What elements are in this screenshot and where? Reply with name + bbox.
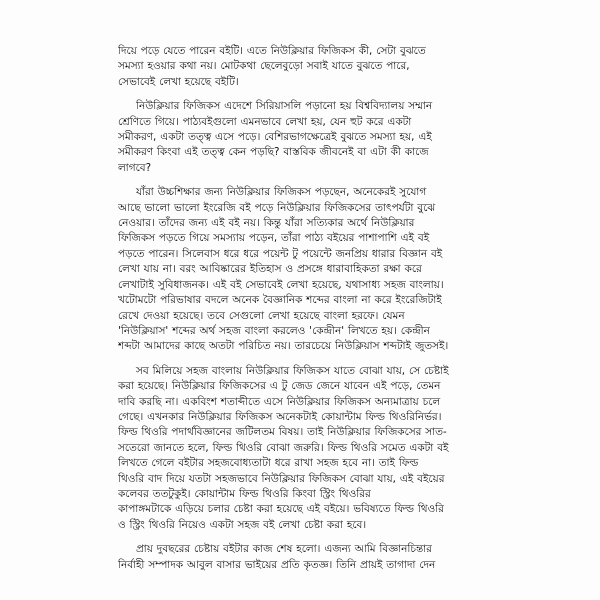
paragraph-1	[118, 44, 490, 90]
text-line: কলেবর ততটুকুই। কোয়ান্টাম ফিল্ড থিওরি কিংবা স্ট্রিং থিওরির	[118, 487, 371, 500]
text-line: সেভাবেই লেখা হয়েছে বইটি।	[118, 75, 239, 88]
text-line: নেওয়ার। তাঁদের জন্য এই বই নয়। কিন্তু যাঁরা সত্যিকার অর্থে নিউক্লিয়ার	[118, 217, 415, 230]
text-line: সমীকরণ, একটা তত্ত্ব এসে পড়ে। বেশিরভাগক্ষেত্রেই বুঝতে সমস্যা হয়, এই	[118, 131, 432, 144]
text-line: লেখা যায় না। বরং আবিষ্কারের ইতিহাস ও প্রসঙ্গে ধারাবাহিকতা রক্ষা করে	[118, 263, 422, 276]
text-line: পড়তে পারেন। সিলেবাস ধরে ধরে পয়েন্ট টু পয়েন্টে জনপ্রিয় ধারার বিজ্ঞান বই	[118, 247, 443, 260]
text-line: লাগবে?	[118, 161, 152, 174]
paragraph-5	[118, 542, 490, 573]
text-line: করা হয়েছে। নিউক্লিয়ার ফিজিকসের এ টু জেড জেনে যাবেন এই পড়ে, তেমন	[118, 380, 441, 393]
text-line: প্রায় দুবছরের চেষ্টায় বইটার কাজ শেষ হলো। এজন্য আমি বিজ্ঞানচিন্তার	[136, 543, 432, 556]
text-line: সতেরো জানতে হলে, ফিল্ড থিওরি বোঝা জরুরি। ফিল্ড থিওরি সমেত একটা বই	[118, 441, 449, 454]
text-line: দাবি করছি না। একবিংশ শতাব্দীতে এসে নিউক্লিয়ার ফিজিকস অন্যমাত্রায় চলে	[118, 395, 441, 408]
text-line: আছে ভালো ভালো ইংরেজি বই পড়ে নিউক্লিয়ার ফিজিকসের তাৎপর্যটা বুঝে	[118, 201, 436, 214]
text-line: ফিল্ড থিওরি পদার্থবিজ্ঞানের জটিলতম বিষয়। তাই নিউক্লিয়ার ফিজিকসের সাত-	[118, 426, 447, 439]
text-line: লেখাটাই সুবিধাজনক। এই বই সেভাবেই লেখা হয়েছে, যথাসাধ্য সহজ বাংলায়।	[118, 278, 444, 291]
text-line: নির্বাহী সম্পাদক আবুল বাসার ভাইয়ের প্রতি কৃতজ্ঞ। তিনি প্রায়ই তাগাদা দেন	[118, 558, 436, 571]
paragraph-3	[118, 185, 490, 354]
text-line: শব্দটা আমাদের কাছে অতটা পরিচিত নয়। তারচেয়ে নিউক্লিয়াস শব্দটাই জুতসই।	[118, 340, 449, 353]
text-line: খটোমটো পরিভাষার বদলে অনেক বৈজ্ঞানিক শব্দের বাংলা না করে ইংরেজিটাই	[118, 294, 442, 307]
text-line: ফিজিকস পড়তে গিয়ে সমস্যায় পড়েন, তাঁরা পাঠ্য বইয়ের পাশাপাশি এই বই	[118, 232, 430, 245]
text-line: রেখে দেওয়া হয়েছে। তবে সেগুলো লেখা হয়েছে বাংলা হরফে। যেমন	[118, 309, 405, 322]
text-line: সব মিলিয়ে সহজ বাংলায় নিউক্লিয়ার ফিজিকস যাতে বোঝা যায়, সে চেষ্টাই	[136, 364, 449, 377]
paragraph-4	[118, 364, 490, 533]
text-line: থিওরি বাদ দিয়ে যতটা সহজভাবে নিউক্লিয়ার ফিজিকস বোঝা যায়, এই বইয়ের	[118, 472, 445, 485]
paragraph-2	[118, 99, 490, 176]
text-line: লিখতে গেলে বইটার সহজবোধ্যতাটা ধরে রাখা সহজ হবে না। তাই ফিল্ড	[118, 457, 419, 470]
text-line: যাঁরা উচ্চশিক্ষার জন্য নিউক্লিয়ার ফিজিকস পড়ছেন, অনেকেরই সুযোগ	[136, 186, 427, 199]
text-line: ও স্ট্রিং থিওরি নিয়েও একটা সহজ বই লেখা চেষ্টা করা হবে।	[118, 518, 367, 531]
text-line: 'নিউক্লিয়াস' শব্দের অর্থ সহজ বাংলা করলেও 'কেন্দ্রীন' লিখতে হয়। কেন্দ্রীন	[118, 324, 430, 337]
text-line: কাপাঙ্গমটাকে এড়িয়ে চলার চেষ্টা করা হয়েছে এই বইয়ে। ভবিষ্যতে ফিল্ড থিওরি	[118, 503, 444, 516]
text-line: গেছে। এখনকার নিউক্লিয়ার ফিজিকস অনেকটাই কোয়ান্টাম ফিল্ড থিওরিনির্ভর।	[118, 410, 442, 423]
text-line: সমস্যা হওয়ার কথা নয়। মোটকথা ছেলেবুড়ো সবাই যাতে বুঝতে পারে,	[118, 60, 410, 73]
text-line: সমীকরণ কিংবা এই তত্ত্ব কেন পড়ছি? বাস্তবিক জীবনেই বা এটা কী কাজে	[118, 146, 429, 159]
text-column	[118, 44, 490, 582]
text-line: শ্রেণিতে গিয়ে। পাঠ্যবইগুলো এমনভাবে লেখা হয়, যেন হুট করে একটা	[118, 115, 412, 128]
text-line: দিয়ে পড়ে যেতে পারেন বইটি। এতে নিউক্লিয়ার ফিজিকস কী, সেটা বুঝতে	[118, 45, 426, 57]
text-line: নিউক্লিয়ার ফিজিকস এদেশে সিরিয়াসলি পড়ানো হয় বিশ্ববিদ্যালয় সম্মান	[136, 100, 433, 113]
